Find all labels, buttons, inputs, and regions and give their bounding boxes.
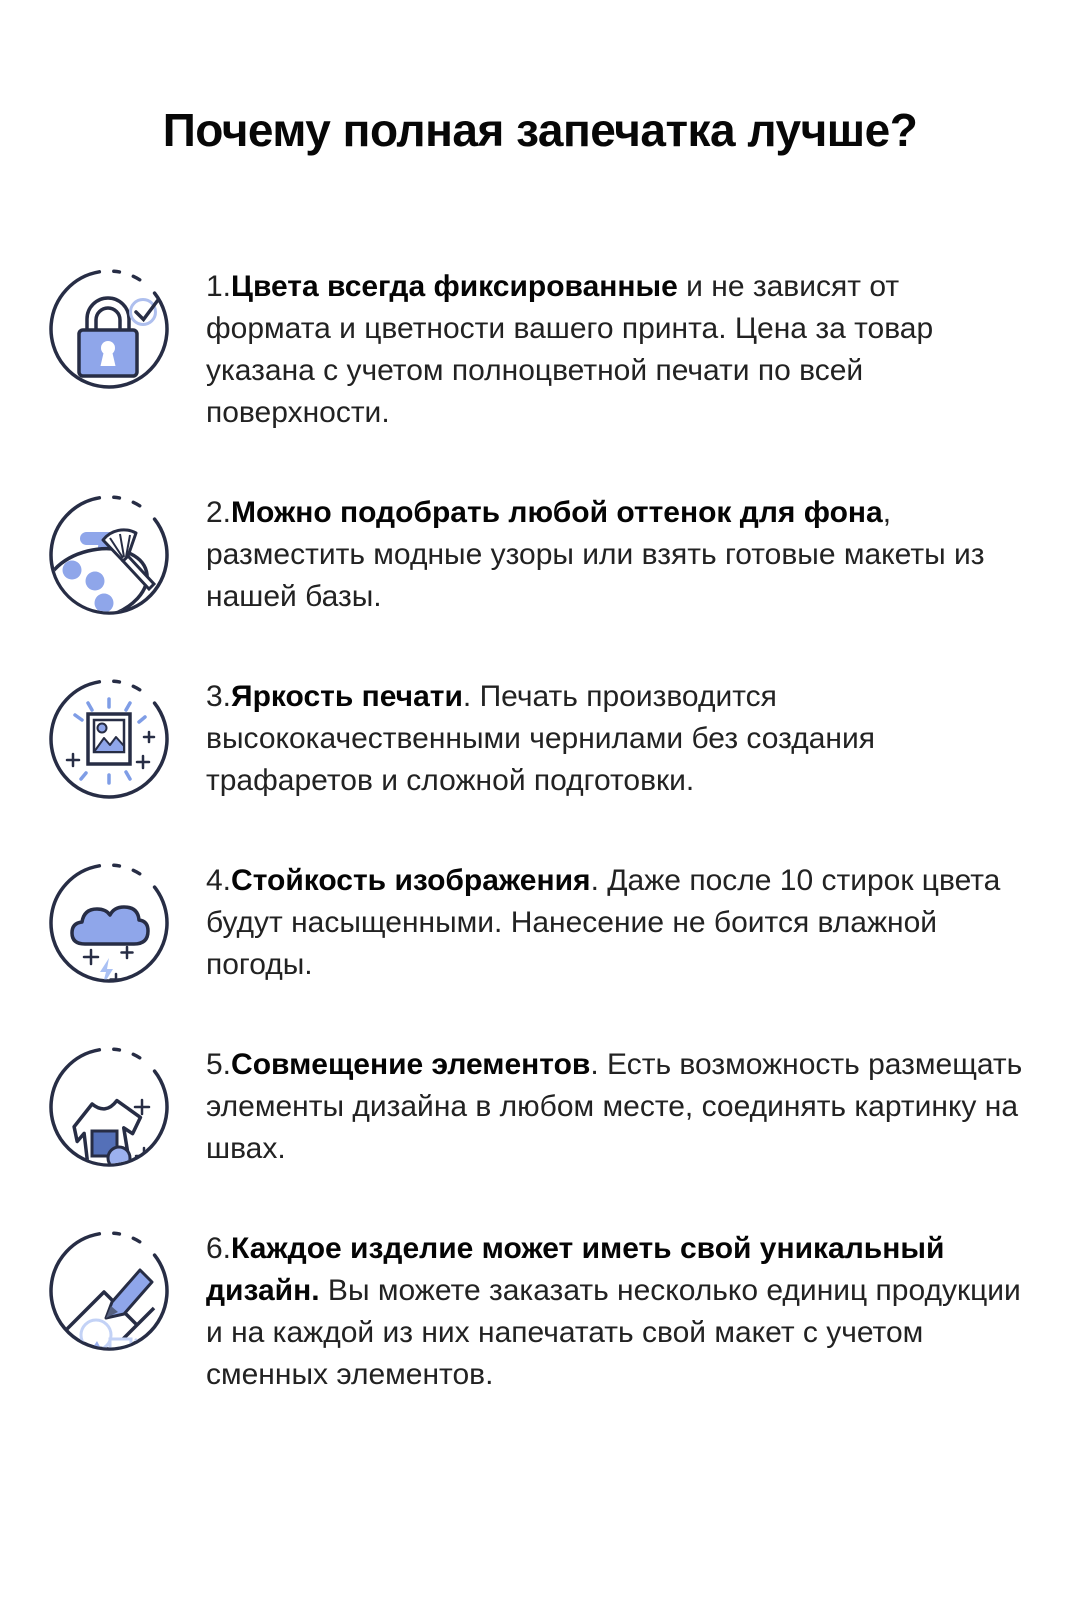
feature-item-3: [46, 676, 1036, 802]
item-title-bold: Цвета всегда фиксированные: [231, 269, 678, 303]
item-number: 2.: [206, 495, 232, 529]
feature-list: [0, 266, 1080, 1396]
item-number: 5.: [206, 1047, 232, 1081]
item-number: 3.: [206, 679, 232, 713]
item-title-bold: Можно подобрать любой оттенок для фона: [231, 495, 883, 529]
feature-text: [206, 266, 1030, 434]
feature-item-4: [46, 860, 1036, 986]
feature-text: [206, 1044, 1030, 1170]
item-description: , разместить модные узоры или взять готовые макеты из нашей базы.: [206, 495, 985, 613]
item-number: 6.: [206, 1231, 232, 1265]
feature-text: [206, 676, 1030, 802]
feature-text: [206, 1228, 1030, 1396]
item-number: 4.: [206, 863, 232, 897]
item-title-bold: Яркость печати: [231, 679, 463, 713]
item-description: . Есть возможность размещать элементы дизайна в любом месте, соединять картинку на швах.: [206, 1047, 1023, 1165]
feature-item-1: [46, 266, 1036, 434]
item-description: . Печать производится высококачественными чернилами без создания трафаретов и сложной подготовки.: [206, 679, 875, 797]
item-description: . Даже после 10 стирок цвета будут насыщенными. Нанесение не боится влажной погоды.: [206, 863, 1001, 981]
item-title-bold: Стойкость изображения: [231, 863, 591, 897]
item-title-bold: Совмещение элементов: [231, 1047, 591, 1081]
feature-text: [206, 492, 1030, 618]
item-number: 1.: [206, 269, 232, 303]
pencil-sketch-icon: [46, 1228, 172, 1354]
feature-item-2: [46, 492, 1036, 618]
palette-brush-icon: [46, 492, 172, 618]
item-description: Вы можете заказать несколько единиц продукции и на каждой из них напечатать свой макет с учетом сменных элементов.: [206, 1273, 1021, 1391]
cloud-weather-icon: [46, 860, 172, 986]
feature-item-6: [46, 1228, 1036, 1396]
item-title-bold: Каждое изделие может иметь свой уникальный дизайн.: [206, 1231, 945, 1307]
feature-text: [206, 860, 1030, 986]
tshirt-design-icon: [46, 1044, 172, 1170]
item-description: и не зависят от формата и цветности вашего принта. Цена за товар указана с учетом полноцветной печати по всей поверхности.: [206, 269, 934, 429]
image-brightness-icon: [46, 676, 172, 802]
page-title: Почему полная запечатка лучше?: [162, 104, 918, 156]
feature-item-5: [46, 1044, 1036, 1170]
lock-check-icon: [46, 266, 172, 392]
